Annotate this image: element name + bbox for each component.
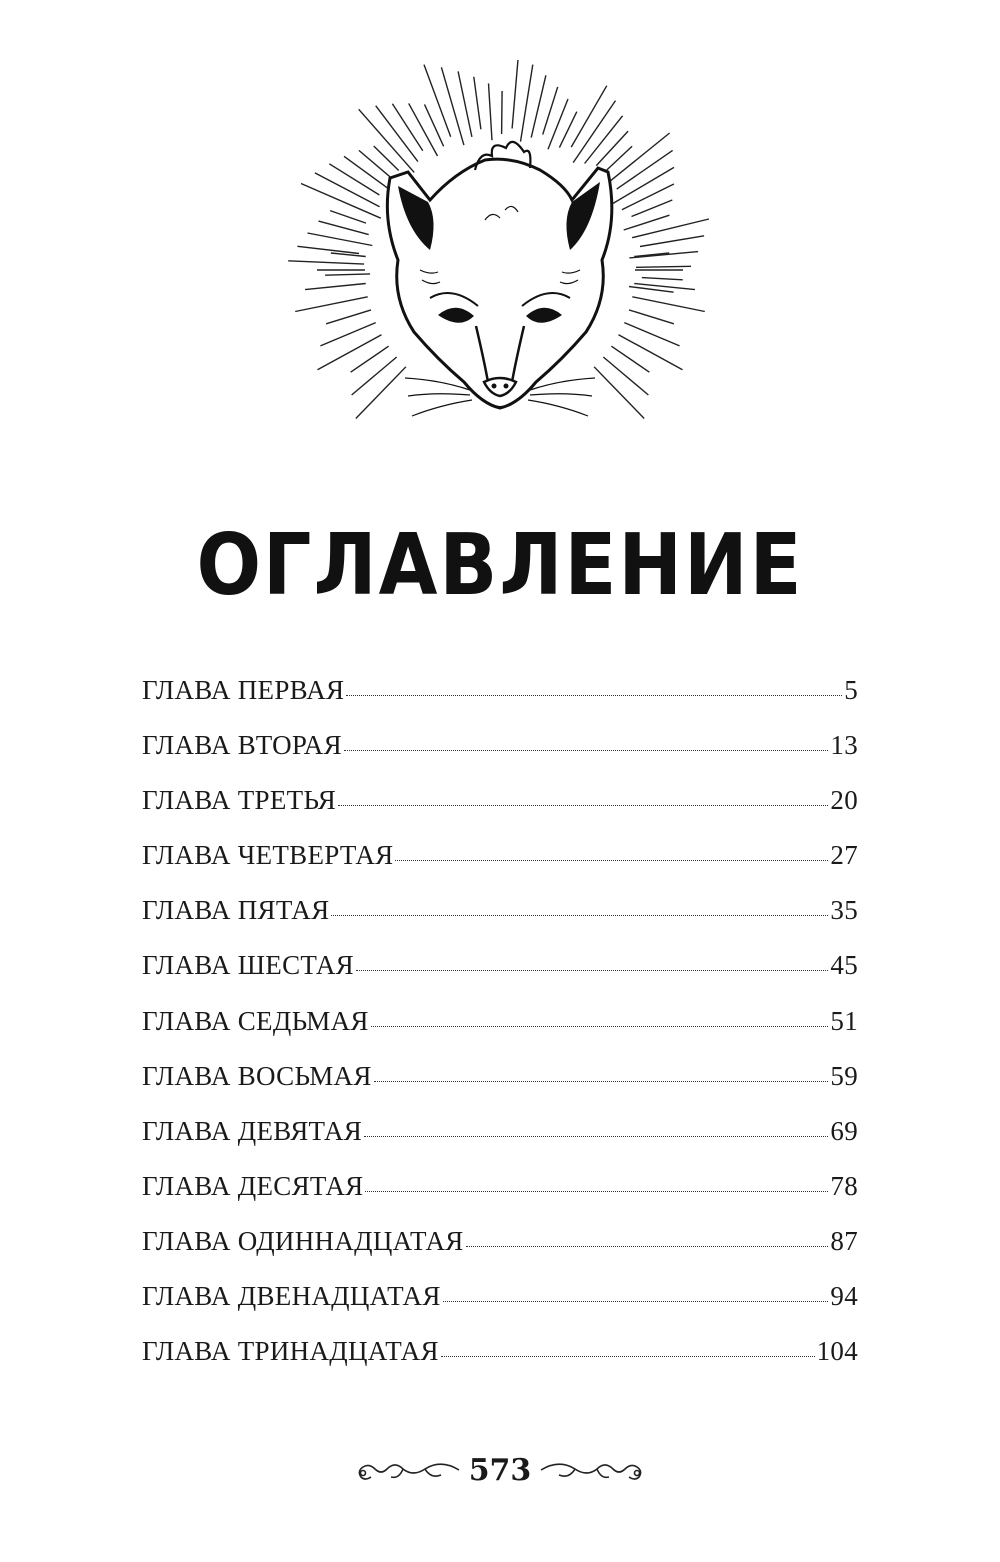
page-number: 573: [468, 1452, 532, 1488]
sunburst-ray: [352, 357, 397, 395]
sunburst-ray: [318, 335, 382, 370]
sunburst-ray: [629, 310, 674, 324]
sunburst-ray: [571, 86, 607, 147]
sunburst-ray: [305, 284, 366, 290]
sunburst-ray: [596, 131, 628, 166]
toc-entry-page: 87: [830, 1225, 858, 1256]
toc-dot-leader: [344, 750, 828, 751]
toc-dot-leader: [356, 970, 828, 971]
toc-entry[interactable]: [142, 895, 858, 950]
sunburst-ray: [297, 246, 359, 253]
sunburst-ray: [543, 87, 558, 135]
toc-dot-leader: [364, 1136, 828, 1137]
toc-entry-title: ГЛАВА ВТОРАЯ: [142, 730, 342, 761]
toc-dot-leader: [331, 915, 828, 916]
sunburst-ray: [329, 164, 379, 195]
toc-entry-page: 59: [830, 1060, 858, 1091]
toc-entry-title: ГЛАВА ДЕВЯТАЯ: [142, 1115, 363, 1146]
toc-entry-page: 104: [816, 1336, 858, 1367]
sunburst-ray: [308, 233, 373, 246]
sunburst-ray: [325, 274, 370, 275]
sunburst-ray: [632, 219, 709, 238]
sunburst-ray: [288, 261, 364, 264]
sunburst-ray: [622, 184, 674, 210]
sunburst-ray: [458, 71, 472, 136]
toc-entry-title: ГЛАВА ДВЕНАДЦАТАЯ: [142, 1281, 441, 1312]
sunburst-ray: [642, 278, 683, 280]
flourish-ornament-icon: [539, 1453, 649, 1487]
toc-entry-page: 45: [830, 950, 858, 981]
sunburst-ray: [409, 103, 438, 156]
sunburst-ray: [359, 109, 415, 172]
toc-dot-leader: [466, 1246, 829, 1247]
toc-entry-page: 20: [830, 785, 858, 816]
toc-dot-leader: [365, 1191, 828, 1192]
toc-entry[interactable]: [142, 1116, 858, 1171]
toc-entry-title: ГЛАВА СЕДЬМАЯ: [142, 1005, 369, 1036]
toc-entry[interactable]: [142, 1061, 858, 1116]
sunburst-ray: [392, 104, 422, 151]
sunburst-ray: [474, 77, 481, 130]
toc-entry[interactable]: [142, 1336, 858, 1391]
sunburst-ray: [502, 91, 503, 134]
sunburst-ray: [531, 75, 546, 137]
toc-entry[interactable]: [142, 1006, 858, 1061]
sunburst-ray: [594, 367, 644, 419]
toc-dot-leader: [441, 1356, 815, 1357]
sunburst-ray: [331, 253, 366, 257]
toc-dot-leader: [371, 1026, 829, 1027]
toc-entry-page: 13: [830, 730, 858, 761]
sunburst-ray: [326, 310, 371, 324]
sunburst-ray: [629, 252, 698, 258]
toc-entry-title: ГЛАВА ПЕРВАЯ: [142, 675, 345, 705]
toc-entry-title: ГЛАВА ЧЕТВЕРТАЯ: [142, 840, 394, 871]
fox-head-icon: [280, 60, 720, 440]
toc-dot-leader: [443, 1301, 829, 1302]
sunburst-ray: [521, 65, 533, 142]
sunburst-ray: [624, 215, 670, 230]
sunburst-ray: [512, 60, 518, 128]
sunburst-ray: [295, 297, 368, 312]
toc-dot-leader: [338, 805, 828, 806]
toc-entry-page: 94: [830, 1281, 858, 1312]
sunburst-ray: [632, 297, 705, 312]
toc-dot-leader: [395, 860, 828, 861]
sunburst-ray: [424, 65, 451, 137]
toc-entry-title: ГЛАВА ВОСЬМАЯ: [142, 1060, 372, 1091]
flourish-ornament-icon: [351, 1453, 461, 1487]
toc-entry-title: ГЛАВА ШЕСТАЯ: [142, 950, 354, 981]
page-footer: [0, 1440, 1000, 1500]
sunburst-ray: [489, 83, 493, 140]
toc-entry-page: 51: [830, 1005, 858, 1036]
sunburst-ray: [640, 236, 704, 247]
sunburst-ray: [356, 367, 406, 419]
toc-entry-page: 69: [830, 1115, 858, 1146]
sunburst-ray: [636, 266, 691, 267]
toc-entry[interactable]: [142, 675, 858, 730]
toc-entry-title: ГЛАВА ОДИННАДЦАТАЯ: [142, 1225, 464, 1256]
toc-entry-title: ГЛАВА ТРЕТЬЯ: [142, 785, 337, 816]
table-of-contents: [142, 675, 858, 1391]
page-title: ОГЛАВЛЕНИЕ: [196, 514, 804, 615]
sunburst-ray: [319, 221, 369, 235]
toc-entry[interactable]: [142, 1171, 858, 1226]
toc-entry-title: ГЛАВА ТРИНАДЦАТАЯ: [142, 1336, 439, 1367]
sunburst-ray: [330, 211, 366, 224]
toc-dot-leader: [346, 695, 842, 696]
toc-entry-title: ГЛАВА ДЕСЯТАЯ: [142, 1170, 364, 1201]
toc-entry[interactable]: [142, 730, 858, 785]
toc-entry[interactable]: [142, 1226, 858, 1281]
toc-dot-leader: [374, 1081, 829, 1082]
toc-entry-page: 27: [830, 840, 858, 871]
toc-entry-page: 35: [830, 895, 858, 926]
toc-entry[interactable]: [142, 950, 858, 1005]
toc-entry-page: 78: [830, 1170, 858, 1201]
toc-entry[interactable]: [142, 840, 858, 895]
sunburst-ray: [441, 67, 464, 145]
sunburst-ray: [619, 335, 683, 370]
toc-entry[interactable]: [142, 1281, 858, 1336]
sunburst-ray: [585, 116, 623, 164]
toc-entry-title: ГЛАВА ПЯТАЯ: [142, 895, 330, 926]
sunburst-ray: [603, 357, 648, 395]
toc-entry[interactable]: [142, 785, 858, 840]
toc-entry-page: 5: [844, 675, 858, 705]
